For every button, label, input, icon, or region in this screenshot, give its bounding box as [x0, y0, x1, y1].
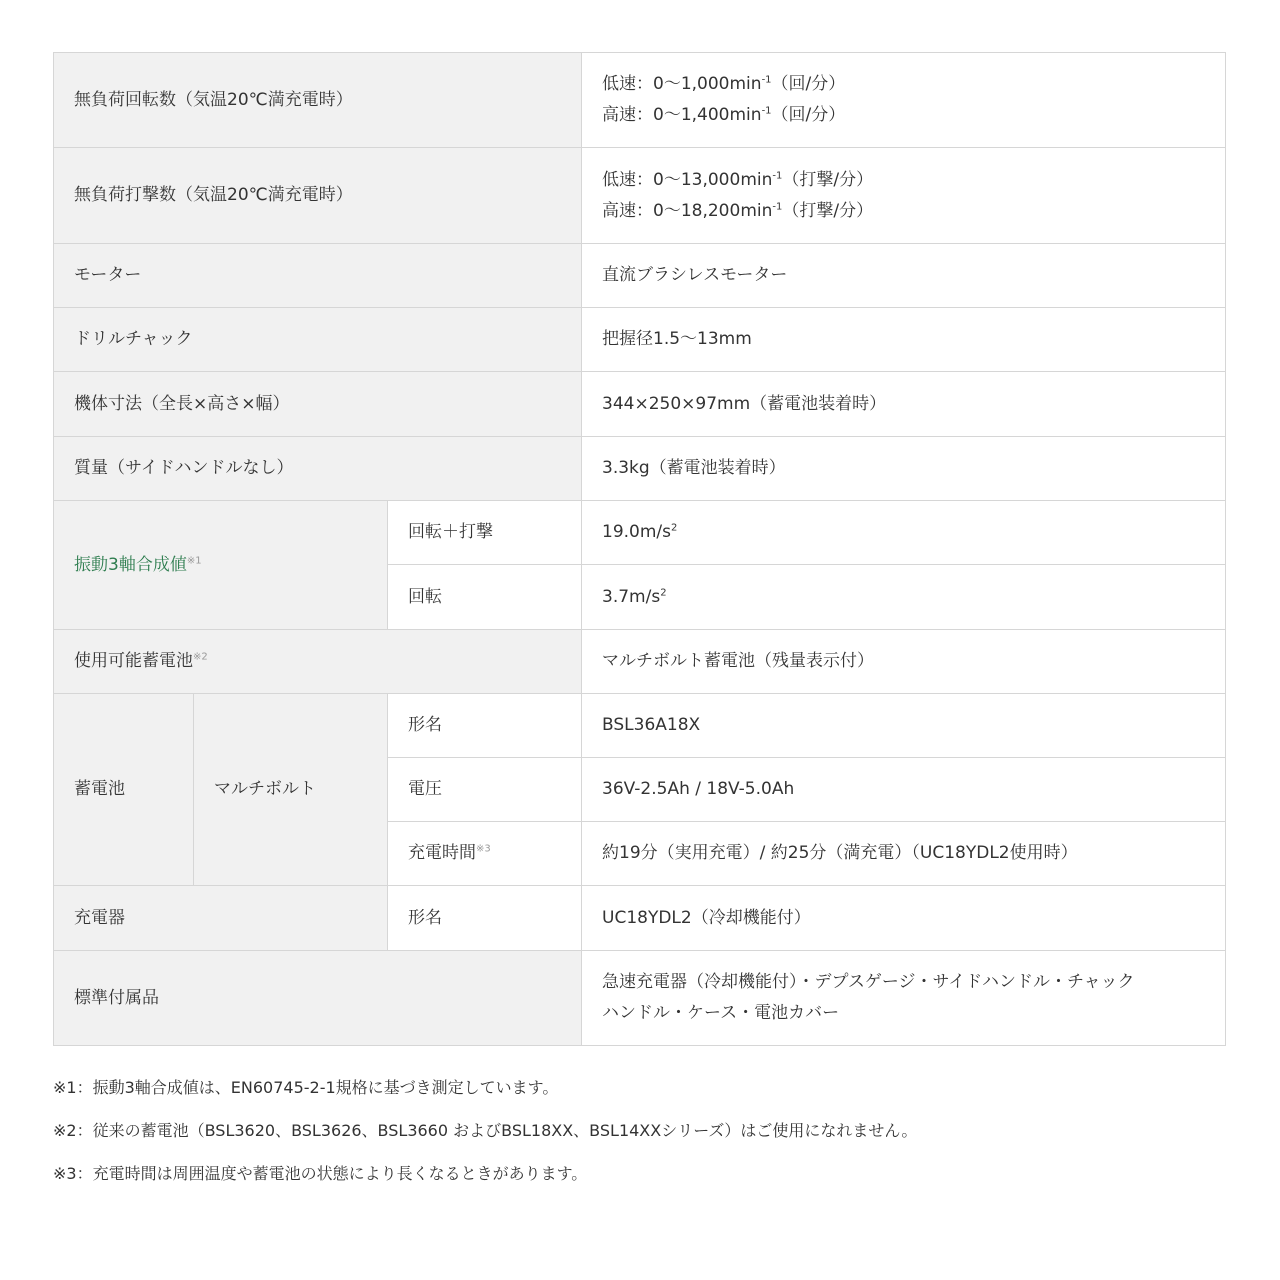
- weight-label: 質量（サイドハンドルなし）: [54, 437, 582, 501]
- chuck-value: 把握径1.5～13mm: [582, 308, 1226, 372]
- battery-charge-label: 充電時間$^{※3}$: [388, 822, 582, 886]
- table-row: [54, 53, 1226, 148]
- charger-label: 充電器: [54, 886, 388, 951]
- motor-value: 直流ブラシレスモーター: [582, 244, 1226, 308]
- battery-type: マルチボルト: [194, 694, 388, 886]
- chuck-label: ドリルチャック: [54, 308, 582, 372]
- motor-label: モーター: [54, 244, 582, 308]
- footnote-2: ※2：従来の蓄電池（BSL3620、BSL3626、BSL3660 およびBSL18XX、BSL14XXシリーズ）はご使用になれません。: [53, 1121, 918, 1140]
- table-row: [54, 372, 1226, 437]
- battery-model-value: BSL36A18X: [582, 694, 1226, 758]
- rpm-value: 低速：$0\sim 1,000\min^{-1}$（回/分） 高速：$0\sim 1,400\min^{-1}$（回/分）: [582, 53, 1226, 148]
- table-row: [54, 437, 1226, 501]
- table-row: [54, 951, 1226, 1046]
- battery-charge-value: 約19分（実用充電）/ 約25分（満充電）（UC18YDL2使用時）: [582, 822, 1226, 886]
- usable-battery-value: マルチボルト蓄電池（残量表示付）: [582, 630, 1226, 694]
- dimensions-label: 機体寸法（全長×高さ×幅）: [54, 372, 582, 437]
- dimensions-value: 344×250×97mm（蓄電池装着時）: [582, 372, 1226, 437]
- table-row: [54, 886, 1226, 951]
- accessories-label: 標準付属品: [54, 951, 582, 1046]
- battery-label: 蓄電池: [54, 694, 194, 886]
- table-row: [54, 244, 1226, 308]
- footnote-1: ※1：振動3軸合成値は、EN60745-2-1規格に基づき測定しています。: [53, 1078, 559, 1097]
- vibration-mode2-label: 回転: [388, 565, 582, 630]
- table-row: [54, 694, 1226, 758]
- bpm-label: 無負荷打撃数（気温20℃満充電時）: [54, 148, 582, 244]
- battery-model-label: 形名: [388, 694, 582, 758]
- footnote-3: ※3：充電時間は周囲温度や蓄電池の状態により長くなるときがあります。: [53, 1164, 588, 1183]
- vibration-mode2-value: $3.7m/s^2$: [582, 565, 1226, 630]
- vibration-label: 振動3軸合成値$^{※1}$: [54, 501, 388, 630]
- rpm-label: 無負荷回転数（気温20℃満充電時）: [54, 53, 582, 148]
- table-row: [54, 630, 1226, 694]
- footnotes: [53, 1074, 1225, 1203]
- bpm-value: 低速：$0\sim 13,000\min^{-1}$（打撃/分） 高速：$0\sim 18,200\min^{-1}$（打撃/分）: [582, 148, 1226, 244]
- charger-model-label: 形名: [388, 886, 582, 951]
- weight-value: 3.3kg（蓄電池装着時）: [582, 437, 1226, 501]
- charger-model-value: UC18YDL2（冷却機能付）: [582, 886, 1226, 951]
- battery-voltage-value: 36V-2.5Ah / 18V-5.0Ah: [582, 758, 1226, 822]
- accessories-value: 急速充電器（冷却機能付）・デプスゲージ・サイドハンドル・チャック ハンドル・ケース・電池カバー: [582, 951, 1226, 1046]
- table-row: [54, 308, 1226, 372]
- vibration-mode1-label: 回転＋打撃: [388, 501, 582, 565]
- usable-battery-label: 使用可能蓄電池$^{※2}$: [54, 630, 582, 694]
- table-row: [54, 148, 1226, 244]
- battery-voltage-label: 電圧: [388, 758, 582, 822]
- spec-table: [53, 52, 1226, 1046]
- vibration-mode1-value: $19.0m/s^2$: [582, 501, 1226, 565]
- table-row: [54, 501, 1226, 565]
